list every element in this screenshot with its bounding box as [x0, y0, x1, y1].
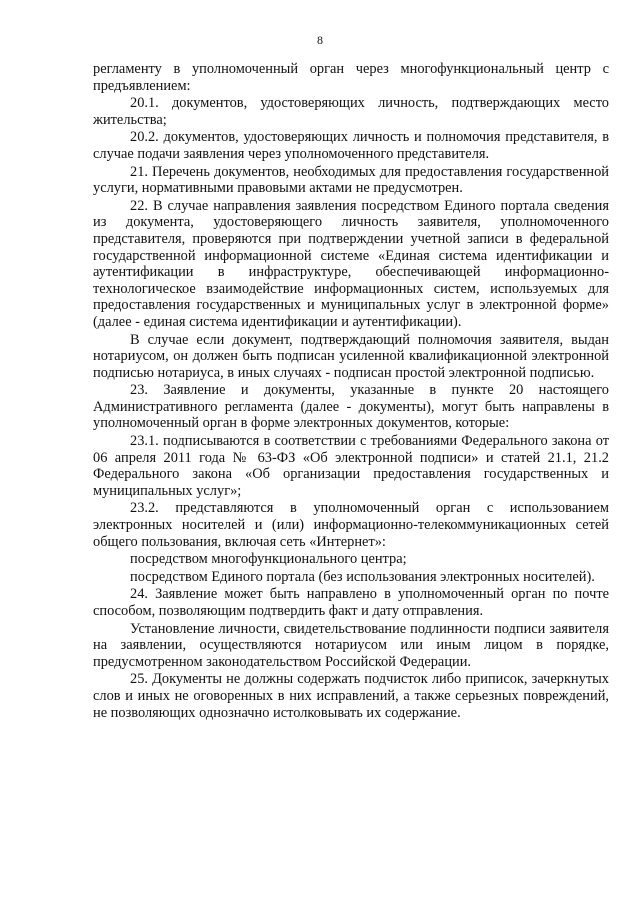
document-body [93, 61, 609, 722]
paragraph-23-2: 23.2. представляются в уполномоченный орган с использованием электронных носителей и (или) информационно-телекоммуникационных сетей общего пользования, включая сеть «Интернет»: [93, 500, 609, 550]
paragraph-23-1: 23.1. подписываются в соответствии с требованиями Федерального закона от 06 апреля 2011 года № 63-ФЗ «Об электронной подписи» и статей 21.1, 21.2 Федерального закона «Об организации предоставления государственных и муниципальных услуг»; [93, 433, 609, 499]
paragraph-25: 25. Документы не должны содержать подчисток либо приписок, зачеркнутых слов и иных не оговоренных в них исправлений, а также серьезных повреждений, не позволяющих однозначно истолковывать их содержание. [93, 671, 609, 721]
paragraph-continuation: регламенту в уполномоченный орган через многофункциональный центр с предъявлением: [93, 61, 609, 94]
paragraph-via-portal: посредством Единого портала (без использования электронных носителей). [130, 568, 595, 585]
page-number: 8 [317, 33, 323, 47]
paragraph-22: 22. В случае направления заявления посредством Единого портала сведения из документа, удостоверяющего личность заявителя, уполномоченного представителя, проверяются при подтверждении учетной записи в федеральной государственной информационной системе «Единая система идентификации и аутентификации в инфраструктуре, обеспечивающей информационно-технологическое взаимодействие информационных систем, используемых для предоставления государственных и муниципальных услуг в электронной форме» (далее - единая система идентификации и аутентификации). [93, 197, 609, 330]
paragraph-21: 21. Перечень документов, необходимых для предоставления государственной услуги, нормативными правовыми актами не предусмотрен. [93, 163, 609, 197]
paragraph-24: 24. Заявление может быть направлено в уполномоченный орган по почте способом, позволяющим подтвердить факт и дату отправления. [93, 586, 609, 619]
paragraph-20-2: 20.2. документов, удостоверяющих личность и полномочия представителя, в случае подачи заявления через уполномоченного представителя. [93, 129, 609, 162]
paragraph-notary-signature: В случае если документ, подтверждающий полномочия заявителя, выдан нотариусом, он должен быть подписан усиленной квалификационной электронной подписью нотариуса, в иных случаях - подписан простой электронной подписью. [93, 331, 609, 381]
paragraph-via-mfc: посредством многофункционального центра; [130, 551, 407, 568]
paragraph-20-1: 20.1. документов, удостоверяющих личность, подтверждающих место жительства; [93, 95, 609, 128]
paragraph-identity-verification: Установление личности, свидетельствование подлинности подписи заявителя на заявлении, осуществляются нотариусом или иным лицом в порядке, предусмотренном законодательством Российской Федерации. [93, 620, 609, 670]
paragraph-23: 23. Заявление и документы, указанные в пункте 20 настоящего Административного регламента (далее - документы), могут быть направлены в уполномоченный орган в форме электронных документов, которые: [93, 382, 609, 432]
